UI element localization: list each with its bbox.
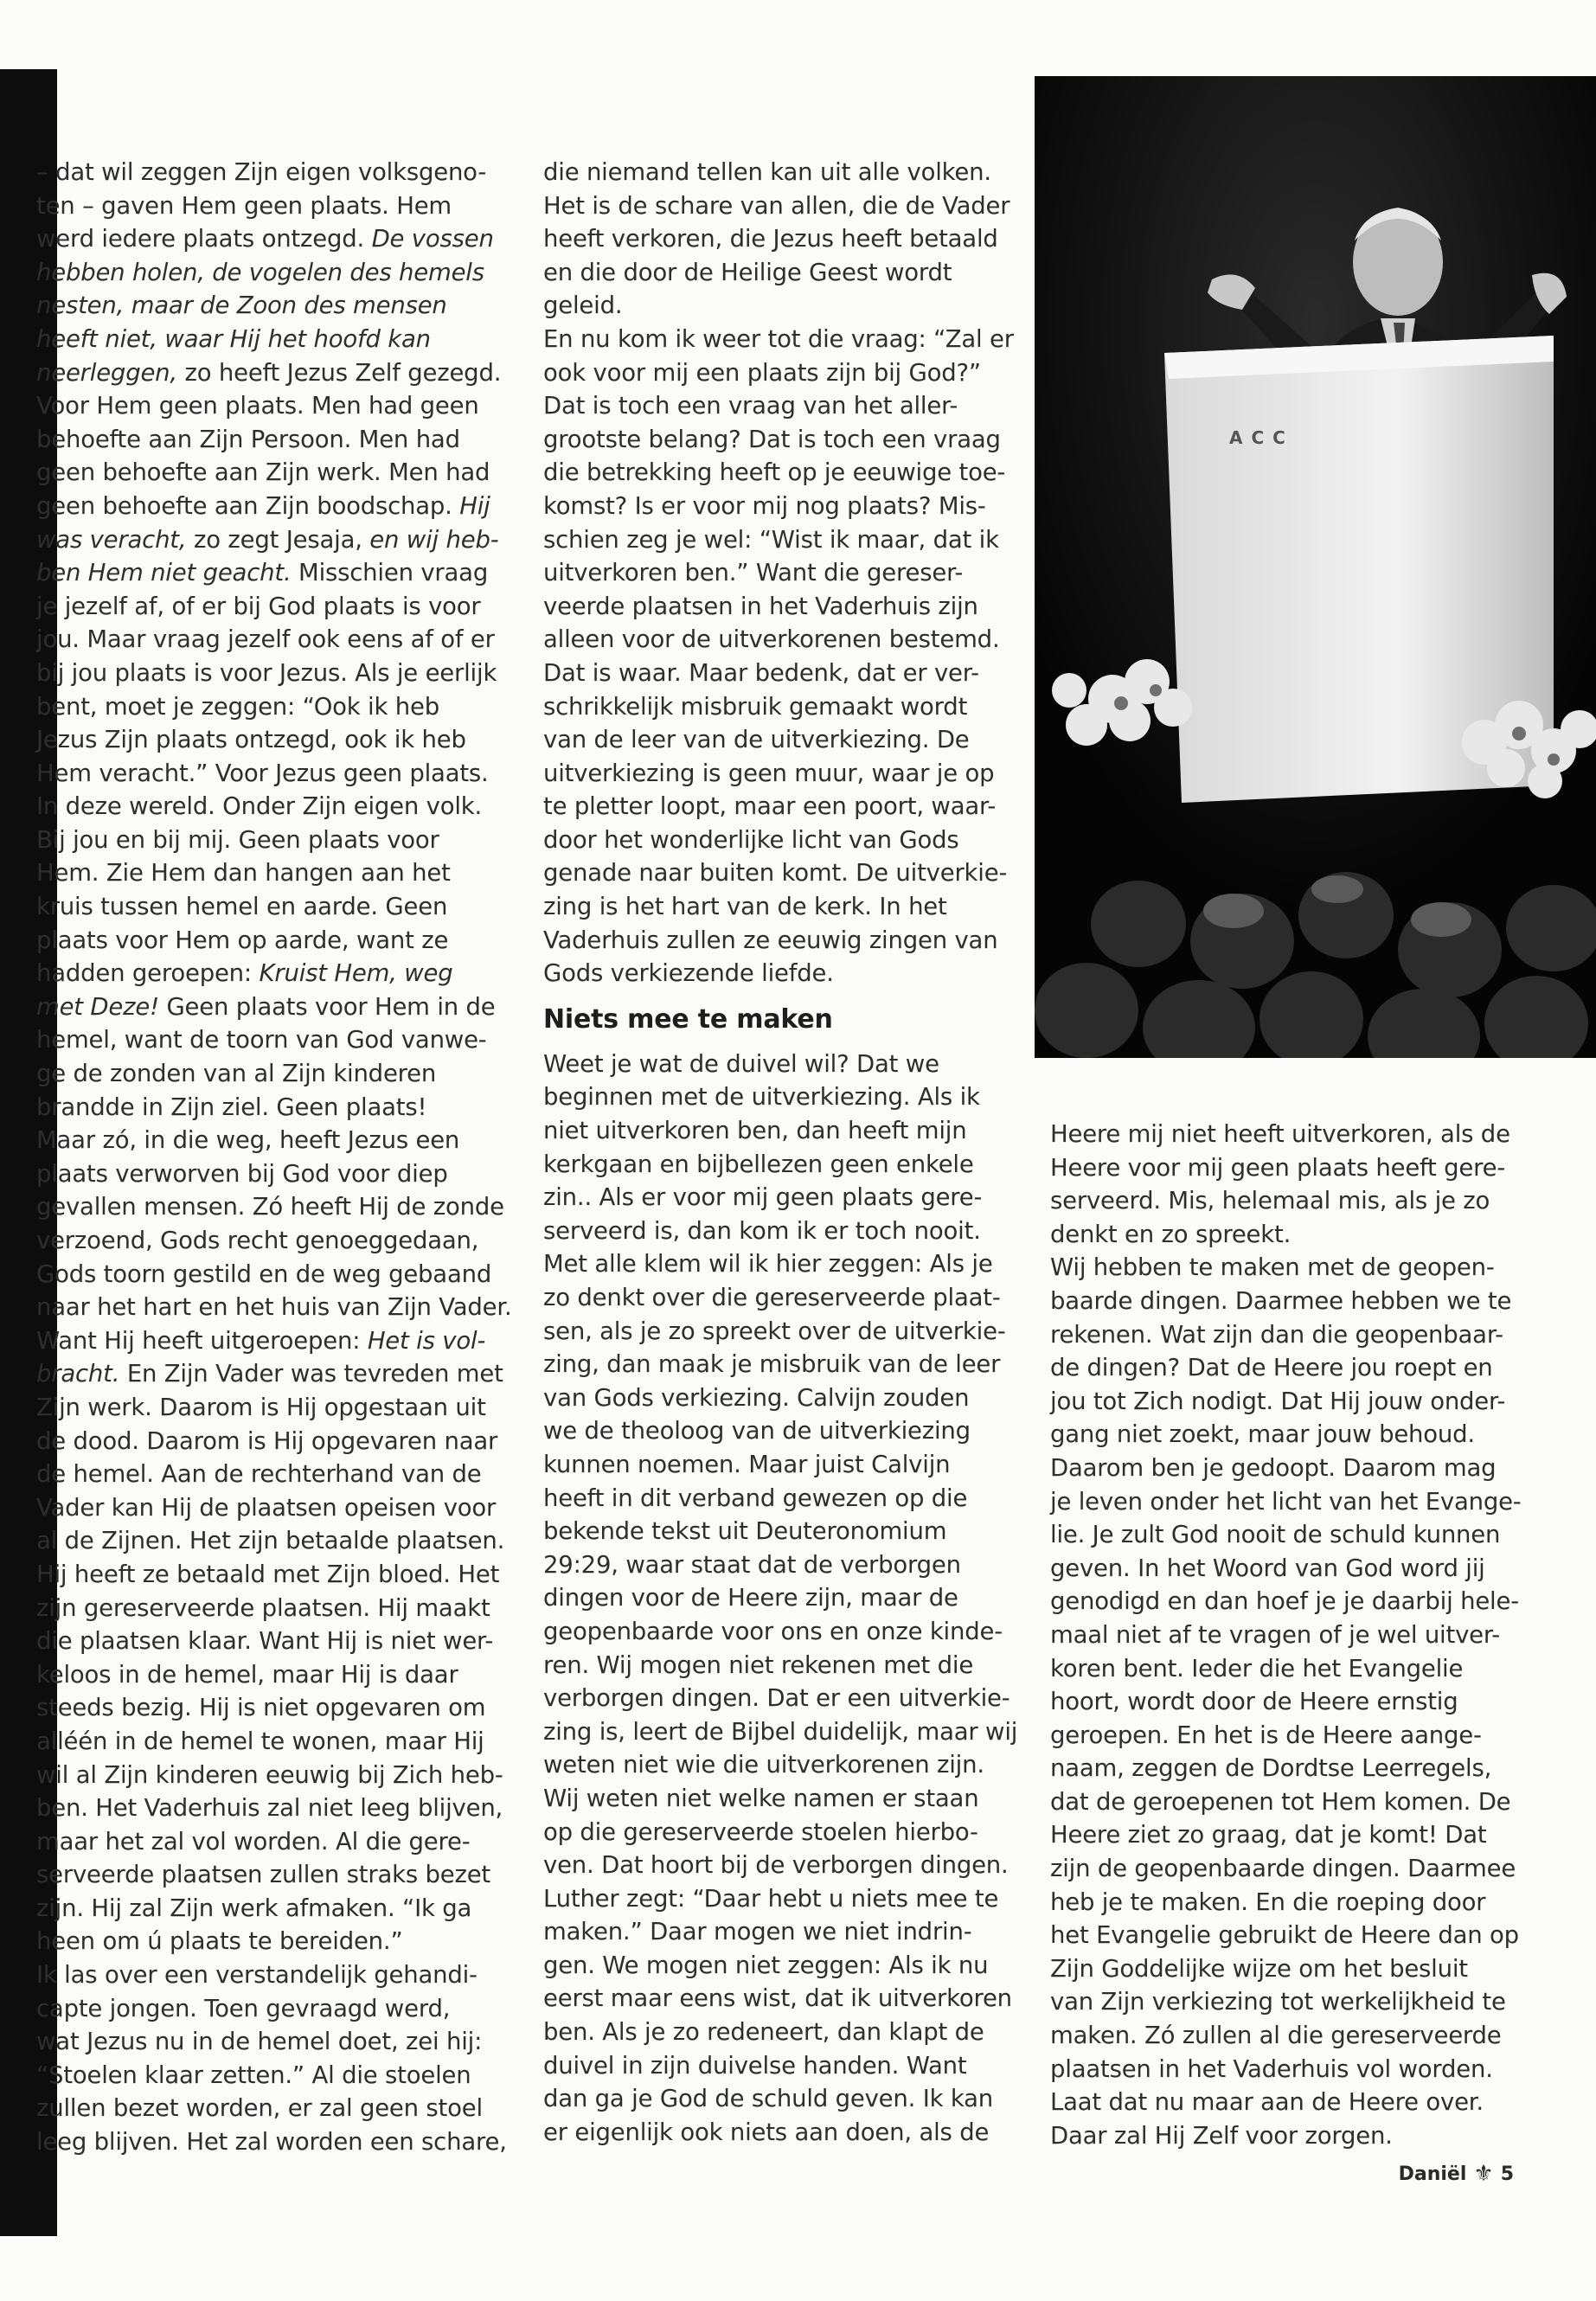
- text-span: Ik las over een verstandelijk gehandi-: [36, 1961, 478, 1990]
- text-line: [36, 1725, 503, 1759]
- italic-text: Kruist Hem, weg: [251, 959, 453, 988]
- text-span: zo zegt Jesaja,: [186, 525, 362, 554]
- text-span: Jezus Zijn plaats ontzegd, ook ik heb: [36, 726, 466, 754]
- text-line: [36, 657, 503, 690]
- text-line: [36, 356, 503, 390]
- text-line: [36, 2092, 503, 2125]
- text-line: Weet je wat de duivel wil? Dat we: [543, 1049, 939, 1078]
- text-span: geen behoefte aan Zijn werk. Men had: [36, 458, 490, 487]
- text-span: die plaatsen klaar. Want Hij is niet wer-: [36, 1627, 494, 1656]
- text-line: die niemand tellen kan uit alle volken.: [543, 158, 991, 186]
- text-span: de dood. Daarom is Hij opgevaren naar: [36, 1426, 498, 1455]
- italic-text: was veracht,: [36, 525, 187, 554]
- text-line: Heere mij niet heeft uitverkoren, als de: [1050, 1120, 1510, 1148]
- text-line: ren. Wij mogen niet rekenen met die: [543, 1650, 974, 1679]
- text-line: Wij weten niet welke namen er staan: [543, 1784, 979, 1812]
- text-span: kruis tussen hemel en aarde. Geen: [36, 893, 448, 921]
- text-line: [36, 1224, 503, 1258]
- text-line: [36, 456, 503, 490]
- text-span: Misschien vraag: [291, 559, 489, 587]
- text-line: [36, 289, 503, 323]
- text-line: alleen voor de uitverkorenen bestemd.: [543, 625, 1000, 654]
- text-line: [36, 1625, 503, 1658]
- text-span: geen behoefte aan Zijn boodschap.: [36, 491, 452, 520]
- text-line: veerde plaatsen in het Vaderhuis zijn: [543, 592, 978, 620]
- text-line: Dat is toch een vraag van het aller-: [543, 392, 958, 420]
- text-span: En Zijn Vader was tevreden met: [119, 1360, 503, 1388]
- italic-text: neerleggen,: [36, 358, 177, 387]
- italic-text: met Deze!: [36, 992, 159, 1021]
- text-line: zing is, leert de Bijbel duidelijk, maar wij: [543, 1717, 1018, 1746]
- text-span: serveerde plaatsen zullen straks bezet: [36, 1861, 491, 1889]
- text-line: gen. We mogen niet zeggen: Als ik nu: [543, 1951, 989, 1979]
- text-line: [36, 1825, 503, 1859]
- text-line: maken. Zó zullen al die gereserveerde: [1050, 2022, 1502, 2050]
- text-span: zullen bezet worden, er zal geen stoel: [36, 2094, 483, 2123]
- text-line: heb je te maken. En die roeping door: [1050, 1888, 1486, 1916]
- text-line: [36, 1357, 503, 1391]
- italic-text: Hij: [452, 491, 490, 520]
- text-line: weten niet wie die uitverkorenen zijn.: [543, 1751, 984, 1779]
- text-span: Geen plaats voor Hem in de: [158, 992, 496, 1021]
- text-span: zo heeft Jezus Zelf gezegd.: [176, 358, 502, 387]
- text-span: ten – gaven Hem geen plaats. Hem: [36, 191, 452, 220]
- text-line: zin.. Als er voor mij geen plaats gere-: [543, 1183, 983, 1212]
- text-span: Hem veracht.” Voor Jezus geen plaats.: [36, 759, 489, 787]
- text-span: In deze wereld. Onder Zijn eigen volk.: [36, 792, 483, 821]
- text-span: verzoend, Gods recht genoeggedaan,: [36, 1227, 479, 1254]
- podium-logo-text: ACC: [1229, 427, 1294, 448]
- text-line: geleid.: [543, 292, 623, 320]
- text-line: geroepen. En het is de Heere aange-: [1050, 1721, 1482, 1749]
- text-line: bekende tekst uit Deuteronomium: [543, 1517, 947, 1546]
- text-line: heeft verkoren, die Jezus heeft betaald: [543, 225, 998, 253]
- text-column-1: [36, 156, 512, 2159]
- text-line: [36, 1759, 503, 1792]
- text-line: zo denkt over die gereserveerde plaat-: [543, 1284, 1001, 1311]
- text-line: koren bent. Ieder die het Evangelie: [1050, 1654, 1464, 1682]
- text-line: Heere ziet zo graag, dat je komt! Dat: [1050, 1821, 1487, 1849]
- text-line: [36, 1992, 503, 2026]
- text-span: Maar zó, in die weg, heeft Jezus een: [36, 1126, 460, 1155]
- text-span: bij jou plaats is voor Jezus. Als je eerlijk: [36, 658, 497, 687]
- text-span: Vader kan Hij de plaatsen opeisen voor: [36, 1493, 497, 1522]
- text-line: [36, 757, 503, 791]
- text-line: zing is het hart van de kerk. In het: [543, 893, 947, 921]
- text-line: serveerd. Mis, helemaal mis, als je zo: [1050, 1187, 1490, 1215]
- text-span: al de Zijnen. Het zijn betaalde plaatsen.: [36, 1527, 505, 1555]
- text-line: het Evangelie gebruikt de Heere dan op: [1050, 1921, 1519, 1950]
- italic-text: Het is vol-: [360, 1326, 486, 1355]
- text-span: Bij jou en bij mij. Geen plaats voor: [36, 825, 439, 854]
- text-line: Laat dat nu maar aan de Heere over.: [1050, 2088, 1484, 2117]
- text-span: brandde in Zijn ziel. Geen plaats!: [36, 1093, 427, 1121]
- text-line: niet uitverkoren ben, dan heeft mijn: [543, 1117, 967, 1145]
- text-line: [36, 1691, 503, 1725]
- italic-text: ben Hem niet geacht.: [36, 559, 292, 587]
- text-line: komst? Is er voor mij nog plaats? Mis-: [543, 491, 986, 520]
- text-column-3: [1050, 1118, 1535, 2152]
- text-line: beginnen met de uitverkiezing. Als ik: [543, 1083, 980, 1112]
- text-span: zijn gereserveerde plaatsen. Hij maakt: [36, 1593, 490, 1622]
- text-line: Luther zegt: “Daar hebt u niets mee te: [543, 1884, 999, 1913]
- text-line: zijn de geopenbaarde dingen. Daarmee: [1050, 1855, 1516, 1883]
- text-line: En nu kom ik weer tot die vraag: “Zal er: [543, 324, 1014, 353]
- text-line: Heere voor mij geen plaats heeft gere-: [1050, 1153, 1506, 1182]
- text-line: [36, 1291, 512, 1324]
- text-line: [36, 523, 503, 557]
- text-line: Het is de schare van allen, die de Vader: [543, 191, 1010, 220]
- text-line: zing, dan maak je misbruik van de leer: [543, 1350, 1001, 1379]
- text-line: verborgen dingen. Dat er een uitverkie-: [543, 1684, 1010, 1713]
- text-span: ben. Het Vaderhuis zal niet leeg blijven,: [36, 1794, 503, 1823]
- text-column-2: [543, 156, 1023, 2149]
- text-line: [36, 2025, 503, 2059]
- italic-text: hebben holen, de vogelen des hemels: [36, 258, 484, 286]
- text-line: dan ga je God de schuld geven. Ik kan: [543, 2085, 994, 2113]
- text-line: [36, 256, 503, 290]
- text-line: [36, 1658, 503, 1692]
- speaker-photo-illustration: [1035, 76, 1596, 1058]
- text-span: maar het zal vol worden. Al die gere-: [36, 1827, 471, 1856]
- text-span: leeg blijven. Het zal worden een schare,: [36, 2128, 507, 2157]
- text-line: [36, 590, 503, 624]
- text-line: [36, 156, 503, 189]
- text-line: eerst maar eens wist, dat ik uitverkoren: [543, 1984, 1012, 2013]
- text-line: op die gereserveerde stoelen hierbo-: [543, 1817, 978, 1846]
- text-line: [36, 890, 503, 924]
- text-line: [36, 423, 503, 457]
- text-line: ven. Dat hoort bij de verborgen dingen.: [543, 1851, 1009, 1880]
- text-line: hoort, wordt door de Heere ernstig: [1050, 1688, 1458, 1716]
- text-line: [36, 623, 503, 657]
- text-line: Met alle klem wil ik hier zeggen: Als je: [543, 1250, 993, 1279]
- text-span: je jezelf af, of er bij God plaats is voor: [36, 592, 481, 620]
- text-line: genodigd en dan hoef je je daarbij hele-: [1050, 1587, 1519, 1616]
- text-span: keloos in de hemel, maar Hij is daar: [36, 1660, 458, 1689]
- text-line: duivel in zijn duivelse handen. Want: [543, 2051, 967, 2080]
- text-line: plaatsen in het Vaderhuis vol worden.: [1050, 2054, 1493, 2083]
- text-span: bent, moet je zeggen: “Ook ik heb: [36, 692, 439, 721]
- text-line: denkt en zo spreekt.: [1050, 1220, 1292, 1248]
- italic-text: nesten, maar de Zoon des mensen: [36, 292, 447, 320]
- text-line: [36, 490, 503, 523]
- text-line: [36, 824, 503, 857]
- text-line: te pletter loopt, maar een poort, waar-: [543, 792, 997, 821]
- text-line: geopenbaarde voor ons en onze kinde-: [543, 1617, 1003, 1645]
- text-line: kerkgaan en bijbellezen geen enkele: [543, 1150, 974, 1178]
- text-line: [36, 1258, 503, 1292]
- text-line: [36, 2059, 503, 2093]
- text-line: [36, 1558, 503, 1592]
- text-span: zijn. Hij zal Zijn werk afmaken. “Ik ga: [36, 1894, 472, 1922]
- text-line: [36, 1091, 503, 1125]
- text-line: [36, 790, 503, 824]
- text-line: grootste belang? Dat is toch een vraag: [543, 425, 1001, 453]
- text-line: jou tot Zich nodigt. Dat Hij jouw onder-: [1050, 1387, 1506, 1415]
- text-line: [36, 1791, 503, 1825]
- text-line: ben. Als je zo redeneert, dan klapt de: [543, 2018, 984, 2047]
- text-line: geven. In het Woord van God word jij: [1050, 1554, 1485, 1582]
- text-line: [36, 990, 503, 1024]
- text-line: Vaderhuis zullen ze eeuwig zingen van: [543, 926, 998, 954]
- text-line: [36, 1458, 503, 1491]
- text-line: dat de geroepenen tot Hem komen. De: [1050, 1787, 1511, 1816]
- text-span: jou. Maar vraag jezelf ook eens af of er: [36, 625, 495, 654]
- text-line: genade naar buiten komt. De uitverkie-: [543, 859, 1008, 888]
- text-span: plaats verworven bij God voor diep: [36, 1159, 448, 1188]
- text-span: Hij heeft ze betaald met Zijn bloed. Het: [36, 1560, 500, 1588]
- page-number: 5: [1500, 2163, 1514, 2185]
- text-line: Daar zal Hij Zelf voor zorgen.: [1050, 2121, 1393, 2150]
- text-span: hadden geroepen:: [36, 959, 252, 988]
- text-line: [36, 1057, 503, 1091]
- text-span: Voor Hem geen plaats. Men had geen: [36, 392, 479, 420]
- column-2-text-top: [543, 156, 1023, 990]
- column-2-text-bottom: [543, 1048, 1023, 2150]
- text-line: Gods verkiezende liefde.: [543, 959, 834, 988]
- text-span: steeds bezig. Hij is niet opgevaren om: [36, 1694, 486, 1722]
- text-span: Zijn werk. Daarom is Hij opgestaan uit: [36, 1393, 486, 1421]
- text-line: van Zijn verkiezing tot werkelijkheid te: [1050, 1988, 1506, 2016]
- text-line: we de theoloog van de uitverkiezing: [543, 1417, 971, 1445]
- text-line: [36, 189, 503, 223]
- text-line: [36, 1391, 503, 1425]
- italic-text: De vossen: [364, 225, 494, 253]
- speaker-photo: [1035, 76, 1596, 1058]
- text-line: er eigenlijk ook niets aan doen, als de: [543, 2118, 990, 2146]
- text-line: kunnen noemen. Maar juist Calvijn: [543, 1450, 951, 1478]
- text-line: Daarom ben je gedoopt. Daarom mag: [1050, 1453, 1497, 1482]
- text-line: [36, 856, 503, 890]
- text-line: uitverkoren ben.” Want die gereser-: [543, 559, 964, 587]
- text-line: [36, 1592, 503, 1625]
- text-line: [36, 1425, 503, 1458]
- text-span: naar het hart en het huis van Zijn Vader.: [36, 1293, 512, 1322]
- text-line: [36, 1958, 503, 1992]
- text-span: ge de zonden van al Zijn kinderen: [36, 1060, 437, 1088]
- text-span: werd iedere plaats ontzegd.: [36, 225, 365, 253]
- text-line: sen, als je zo spreekt over de uitverkie-: [543, 1317, 1006, 1345]
- text-span: wat Jezus nu in de hemel doet, zei hij:: [36, 2028, 483, 2056]
- text-line: van Gods verkiezing. Calvijn zouden: [543, 1383, 970, 1412]
- text-line: [36, 1925, 503, 1958]
- text-span: heen om ú plaats te bereiden.”: [36, 1927, 403, 1956]
- text-line: van de leer van de uitverkiezing. De: [543, 726, 970, 754]
- text-line: [36, 1892, 503, 1926]
- fleur-de-lis-icon: ⚜: [1473, 2161, 1494, 2187]
- text-line: [36, 957, 503, 990]
- text-line: gang niet zoekt, maar jouw behoud.: [1050, 1420, 1475, 1449]
- text-span: “Stoelen klaar zetten.” Al die stoelen: [36, 2061, 471, 2089]
- text-span: behoefte aan Zijn Persoon. Men had: [36, 425, 460, 453]
- text-line: heeft in dit verband gewezen op die: [543, 1484, 968, 1512]
- text-line: [36, 1157, 503, 1191]
- text-line: Dat is waar. Maar bedenk, dat er ver-: [543, 658, 979, 687]
- text-line: naam, zeggen de Dordtse Leerregels,: [1050, 1754, 1492, 1783]
- text-line: [36, 222, 503, 256]
- text-line: schien zeg je wel: “Wist ik maar, dat ik: [543, 525, 999, 554]
- section-heading: Niets mee te maken: [543, 1003, 833, 1035]
- text-line: [36, 1524, 503, 1558]
- text-line: [36, 723, 503, 757]
- text-line: ook voor mij een plaats zijn bij God?”: [543, 358, 981, 387]
- italic-text: bracht.: [36, 1360, 120, 1388]
- text-span: hemel, want de toorn van God vanwe-: [36, 1026, 487, 1054]
- text-line: je leven onder het licht van het Evange-: [1050, 1487, 1522, 1516]
- text-line: door het wonderlijke licht van Gods: [543, 825, 959, 854]
- text-span: capte jongen. Toen gevraagd werd,: [36, 1994, 451, 2022]
- text-line: serveerd is, dan kom ik er toch nooit.: [543, 1216, 981, 1245]
- text-span: Gods toorn gestild en de weg gebaand: [36, 1259, 492, 1288]
- text-line: dingen voor de Heere zijn, maar de: [543, 1584, 958, 1612]
- page-footer: [1399, 2163, 1514, 2185]
- text-span: plaats voor Hem op aarde, want ze: [36, 926, 449, 954]
- text-line: baarde dingen. Daarmee hebben we te: [1050, 1286, 1512, 1315]
- text-span: Hem. Zie Hem dan hangen aan het: [36, 859, 451, 888]
- text-line: Zijn Goddelijke wijze om het besluit: [1050, 1954, 1468, 1983]
- text-line: [36, 2125, 507, 2159]
- text-line: [36, 323, 503, 356]
- text-line: Wij hebben te maken met de geopen-: [1050, 1253, 1495, 1282]
- text-line: die betrekking heeft op je eeuwige toe-: [543, 458, 1006, 487]
- magazine-name: Daniël: [1398, 2163, 1467, 2185]
- text-line: rekenen. Wat zijn dan die geopenbaar-: [1050, 1320, 1503, 1349]
- text-span: de hemel. Aan de rechterhand van de: [36, 1460, 482, 1489]
- italic-text: heeft niet, waar Hij het hoofd kan: [36, 324, 431, 353]
- text-line: [36, 690, 503, 724]
- text-line: 29:29, waar staat dat de verborgen: [543, 1550, 961, 1579]
- text-line: schrikkelijk misbruik gemaakt wordt: [543, 692, 968, 721]
- text-line: [36, 1324, 503, 1358]
- text-span: wil al Zijn kinderen eeuwig bij Zich heb-: [36, 1760, 503, 1789]
- text-line: de dingen? Dat de Heere jou roept en: [1050, 1354, 1493, 1382]
- text-span: Want Hij heeft uitgeroepen:: [36, 1326, 361, 1355]
- text-line: [36, 1190, 503, 1224]
- text-line: [36, 1491, 503, 1525]
- text-line: [36, 924, 503, 958]
- text-line: uitverkiezing is geen muur, waar je op: [543, 759, 995, 787]
- text-line: lie. Je zult God nooit de schuld kunnen: [1050, 1521, 1501, 1549]
- text-span: gevallen mensen. Zó heeft Hij de zonde: [36, 1193, 504, 1221]
- text-span: alléén in de hemel te wonen, maar Hij: [36, 1727, 484, 1755]
- text-line: maal niet af te vragen of je wel uitver-: [1050, 1620, 1500, 1649]
- text-line: [36, 1124, 503, 1157]
- text-line: [36, 1858, 503, 1892]
- text-line: [36, 556, 503, 590]
- text-span: – dat wil zeggen Zijn eigen volksgeno-: [36, 158, 487, 186]
- text-line: en die door de Heilige Geest wordt: [543, 258, 952, 286]
- italic-text: en wij heb-: [362, 525, 499, 554]
- text-line: maken.” Daar mogen we niet indrin-: [543, 1918, 972, 1946]
- text-line: [36, 1023, 503, 1057]
- text-line: [36, 389, 503, 423]
